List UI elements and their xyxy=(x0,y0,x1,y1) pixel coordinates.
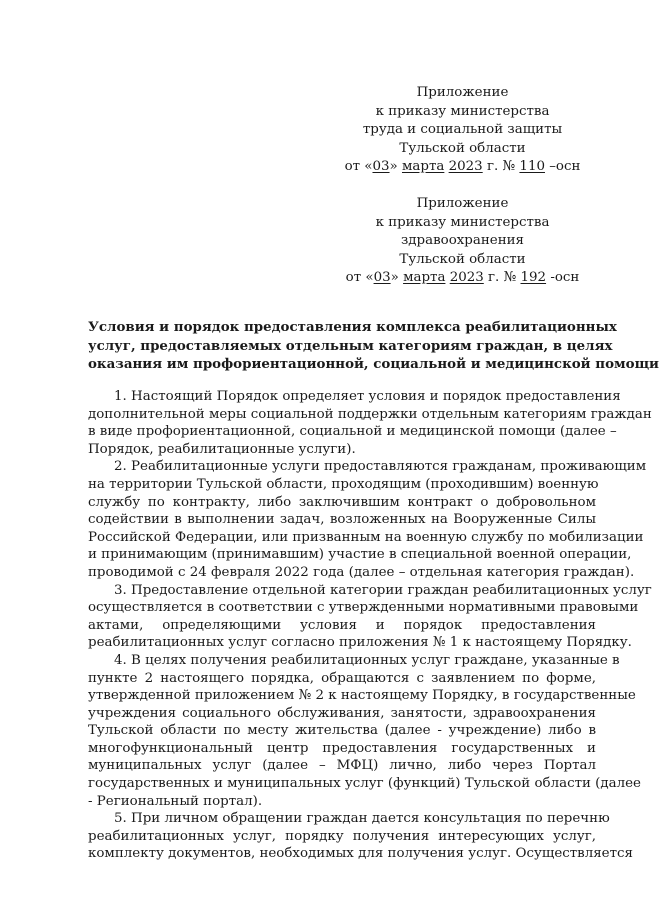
paragraph-line: 4. В целях получения реабилитационных услуг граждане, указанные в xyxy=(114,652,620,668)
paragraph-line: Порядок, реабилитационные услуги). xyxy=(88,441,356,457)
paragraph-line: службу по контракту, либо заключившим контракт о добровольном xyxy=(88,494,596,510)
appendix-label: Приложение xyxy=(416,85,509,100)
paragraph-line: пункте 2 настоящего порядка, обращаются с заявлением по форме, xyxy=(88,670,596,686)
paragraph-line: содействии в выполнении задач, возложенных на Вооруженные Силы xyxy=(88,512,596,528)
document-title: Условия и порядок предоставления комплекса реабилитационных услуг, предоставляемых отдельным категориям граждан, в целях оказания им профориентационной, социальной и медицинской помощи xyxy=(88,319,659,372)
paragraph-3 xyxy=(88,582,652,652)
appendix-date-number: от «03» марта 2023 г. № 110 –осн xyxy=(344,159,581,174)
paragraph-2 xyxy=(88,458,647,581)
paragraph-1 xyxy=(88,388,652,458)
paragraph-5 xyxy=(88,810,633,863)
paragraph-line: 3. Предоставление отдельной категории граждан реабилитационных услуг xyxy=(114,582,652,598)
paragraph-line: проводимой с 24 февраля 2022 года (далее – отдельная категория граждан). xyxy=(88,564,635,580)
paragraph-line: на территории Тульской области, проходящим (проходившим) военную xyxy=(88,476,599,492)
appendix-order-line: к приказу министерства xyxy=(375,214,550,230)
paragraph-line: утвержденной приложением № 2 к настоящему Порядку, в государственные xyxy=(88,688,636,704)
paragraph-line: Российской Федерации, или призванным на военную службу по мобилизации xyxy=(88,529,644,545)
order-year: 2023 xyxy=(449,270,484,285)
order-day: 03 xyxy=(373,270,391,285)
paragraph-line: и принимающим (принимавшим) участие в специальной военной операции, xyxy=(88,547,632,563)
paragraph-line: в виде профориентационной, социальной и медицинской помощи (далее – xyxy=(88,424,617,440)
paragraph-line: 1. Настоящий Порядок определяет условия и порядок предоставления xyxy=(114,389,621,404)
order-month: марта xyxy=(401,159,445,174)
appendix-block-labor xyxy=(330,84,595,177)
paragraph-line: многофункциональный центр предоставления государственных и xyxy=(88,740,596,756)
order-number: 192 xyxy=(520,270,547,285)
appendix-ministry-line: труда и социальной защиты xyxy=(362,122,563,137)
paragraph-line: реабилитационных услуг согласно приложения № 1 к настоящему Порядку. xyxy=(88,635,632,651)
paragraph-line: 5. При личном обращении граждан дается консультация по перечню xyxy=(114,811,610,827)
order-number: 110 xyxy=(519,159,545,174)
paragraph-line: осуществляется в соответствии с утвержденными нормативными правовыми xyxy=(88,600,639,616)
appendix-region-line: Тульской области xyxy=(399,140,526,156)
appendix-ministry-line: здравоохранения xyxy=(400,233,525,248)
appendix-label: Приложение xyxy=(416,196,509,211)
paragraph-line: учреждения социального обслуживания, занятости, здравоохранения xyxy=(88,705,596,721)
order-day: 03 xyxy=(372,159,390,174)
order-year: 2023 xyxy=(448,159,483,174)
document-body xyxy=(88,388,652,863)
paragraph-line: Тульской области по месту жительства (далее - учреждение) либо в xyxy=(88,723,596,739)
appendix-date-number: от «03» марта 2023 г. № 192 -осн xyxy=(345,270,580,285)
paragraph-line: комплекту документов, необходимых для получения услуг. Осуществляется xyxy=(88,846,633,862)
paragraph-line: актами, определяющими условия и порядок предоставления xyxy=(88,617,596,633)
appendix-order-line: к приказу министерства xyxy=(375,103,550,119)
paragraph-4 xyxy=(88,652,641,810)
paragraph-line: 2. Реабилитационные услуги предоставляются гражданам, проживающим xyxy=(114,459,647,475)
order-month: марта xyxy=(403,270,446,285)
paragraph-line: - Региональный портал). xyxy=(88,793,263,809)
paragraph-line: дополнительной меры социальной поддержки отдельным категориям граждан xyxy=(88,406,652,422)
appendix-region-line: Тульской области xyxy=(399,251,526,267)
paragraph-line: государственных и муниципальных услуг (функций) Тульской области (далее xyxy=(88,776,641,792)
paragraph-line: муниципальных услуг (далее – МФЦ) лично, либо через Портал xyxy=(88,758,596,774)
paragraph-line: реабилитационных услуг, порядку получения интересующих услуг, xyxy=(88,828,596,844)
appendix-block-health xyxy=(330,195,595,288)
